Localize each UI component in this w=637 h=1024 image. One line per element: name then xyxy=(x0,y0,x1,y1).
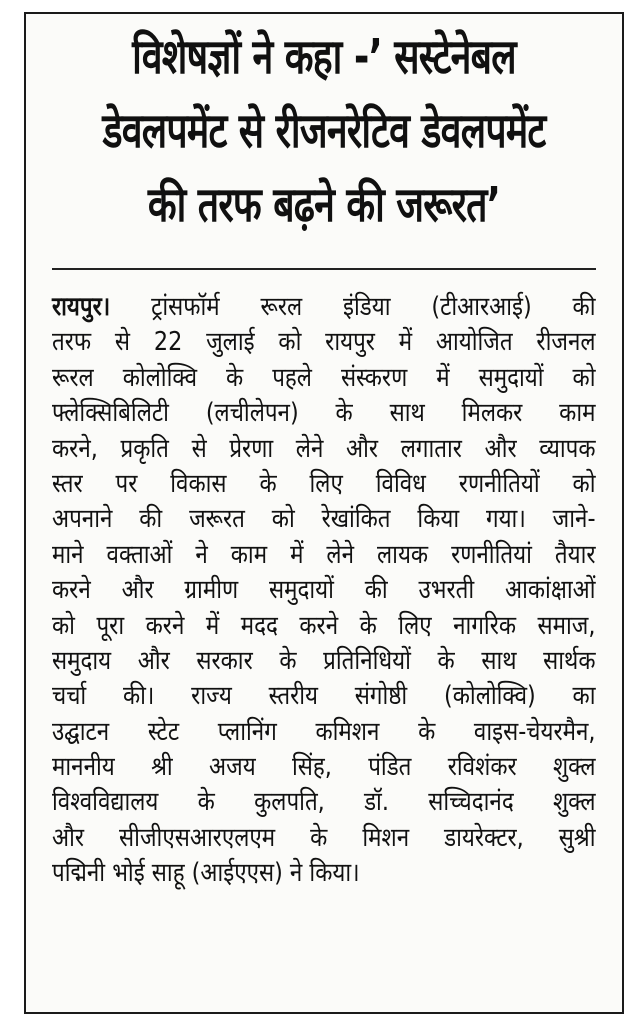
body-line: को पूरा करने में मदद करने के लिए नागरिक समाज, xyxy=(52,610,596,641)
body-line: रूरल कोलोक्वि के पहले संस्करण में समुदायों को xyxy=(52,362,596,393)
body-line: उद्घाटन स्टेट प्लानिंग कमिशन के वाइस-चेयरमैन, xyxy=(52,716,596,747)
article-body xyxy=(52,290,596,892)
body-first-line-text: ट्रांसफॉर्म रूरल इंडिया (टीआरआई) की xyxy=(110,292,596,322)
body-line: विश्वविद्यालय के कुलपति, डॉ. सच्चिदानंद शुक्ल xyxy=(52,787,596,818)
body-line: अपनाने की जरूरत को रेखांकित किया गया। जाने- xyxy=(52,504,596,535)
body-line: करने और ग्रामीण समुदायों की उभरती आकांक्षाओं xyxy=(52,575,596,606)
body-line: माननीय श्री अजय सिंह, पंडित रविशंकर शुक्ल xyxy=(52,752,596,783)
body-line: तरफ से 22 जुलाई को रायपुर में आयोजित रीजनल xyxy=(52,327,596,358)
body-line: पद्मिनी भोई साहू (आईएएस) ने किया। xyxy=(52,858,360,889)
body-line: माने वक्ताओं ने काम में लेने लायक रणनीतियां तैयार xyxy=(52,539,596,570)
headline-divider xyxy=(52,268,596,270)
body-line: फ्लेक्सिबिलिटी (लचीलेपन) के साथ मिलकर काम xyxy=(52,398,596,429)
body-line: चर्चा की। राज्य स्तरीय संगोष्ठी (कोलोक्वि) का xyxy=(52,681,596,712)
newspaper-clipping xyxy=(24,12,624,1014)
body-line: समुदाय और सरकार के प्रतिनिधियों के साथ सार्थक xyxy=(52,645,596,676)
body-line xyxy=(52,290,596,325)
body-line: और सीजीएसआरएलएम के मिशन डायरेक्टर, सुश्री xyxy=(52,822,596,853)
headline-line-3: की तरफ बढ़ने की जरूरत’ xyxy=(147,177,501,233)
headline-line-1: विशेषज्ञों ने कहा -’ सस्टेनेबल xyxy=(132,29,516,85)
body-line: स्तर पर विकास के लिए विविध रणनीतियों को xyxy=(52,468,596,499)
body-line: करने, प्रकृति से प्रेरणा लेने और लगातार और व्यापक xyxy=(52,433,596,464)
dateline: रायपुर। xyxy=(52,292,111,322)
article-headline xyxy=(26,20,622,242)
headline-line-2: डेवलपमेंट से रीजनरेटिव डेवलपमेंट xyxy=(102,103,546,159)
